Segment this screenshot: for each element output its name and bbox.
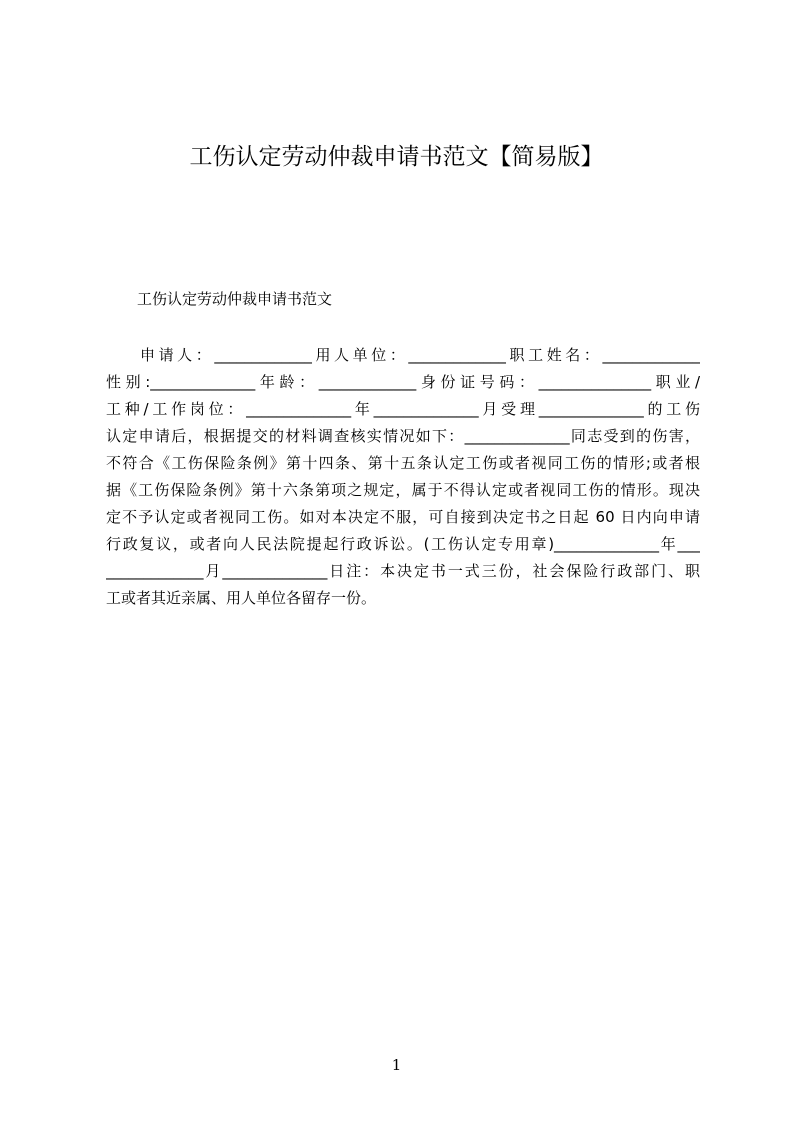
body-line: 工或者其近亲属、用人单位各留存一份。 [106, 589, 377, 607]
body-line: 定不予认定或者视同工伤。如对本决定不服，可自接到决定书之日起 60 日内向申请 [106, 508, 700, 526]
body-line: 据《工伤保险条例》第十六条第项之规定，属于不得认定或者视同工伤的情形。现决 [106, 481, 700, 499]
document-body [106, 342, 700, 612]
body-line: 申请人：_____________用人单位：_____________职工姓名：_____________ [140, 346, 700, 364]
page-number: 1 [391, 1056, 402, 1074]
body-line: 不符合《工伤保险条例》第十四条、第十五条认定工伤或者视同工伤的情形;或者根 [106, 454, 700, 472]
body-line: 工种/工作岗位：______________年______________月受理______________的工伤 [106, 400, 700, 418]
body-line: _____________月______________日注：本决定书一式三份，社会保险行政部门、职 [106, 562, 700, 580]
body-line: 性别:______________年龄：_____________身份证号码：_______________职业/ [106, 373, 700, 391]
document-title: 工伤认定劳动仲裁申请书范文【简易版】 [189, 144, 604, 170]
body-line: 认定申请后，根据提交的材料调查核实情况如下：______________同志受到的伤害， [106, 427, 700, 445]
body-line: 行政复议，或者向人民法院提起行政诉讼。(工伤认定专用章)______________年___ [106, 535, 700, 553]
document-subtitle: 工伤认定劳动仲裁申请书范文 [137, 290, 333, 308]
